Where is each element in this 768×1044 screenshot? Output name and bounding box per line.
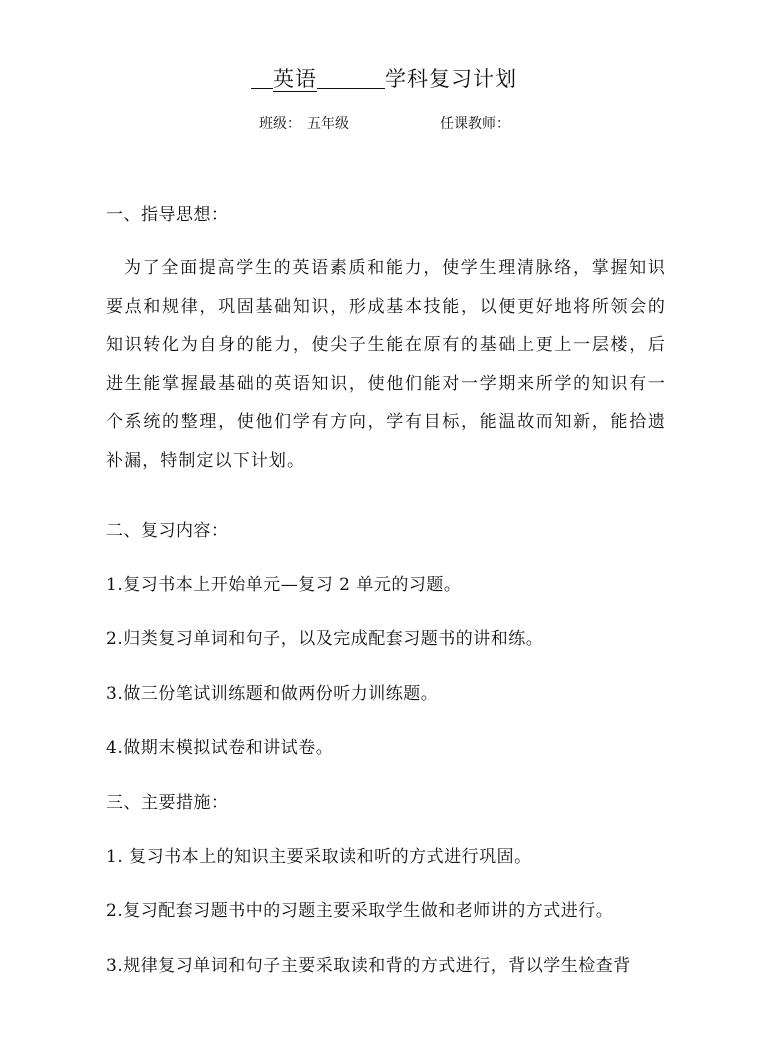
measures-item-2: 2.复习配套习题书中的习题主要采取学生做和老师讲的方式进行。 (106, 901, 614, 921)
document-title (0, 64, 768, 94)
content-item-2: 2.归类复习单词和句子，以及完成配套习题书的讲和练。 (106, 629, 544, 649)
content-item-4: 4.做期末模拟试卷和讲试卷。 (106, 738, 334, 758)
class-value: 五年级 (307, 116, 349, 132)
title-blank-left (251, 64, 273, 89)
class-label: 班级： (259, 116, 301, 132)
content-item-1: 1.复习书本上开始单元—复习 2 单元的习题。 (106, 575, 462, 595)
title-blank-right (317, 64, 385, 89)
teacher-label: 任课教师： (440, 116, 510, 132)
title-subject: 英语 (273, 67, 317, 91)
section-heading-measures: 三、主要措施： (106, 793, 229, 813)
guiding-paragraph: 为了全面提高学生的英语素质和能力，使学生理清脉络，掌握知识要点和规律，巩固基础知识，形成基本技能，以便更好地将所领会的知识转化为自身的能力，使尖子生能在原有的基础上更上一层楼，后进生能掌握最基础的英语知识，使他们能对一学期来所学的知识有一个系统的整理，使他们学有方向，学有目标，能温故而知新，能拾遗补漏，特制定以下计划。 (106, 258, 666, 471)
measures-item-3: 3.规律复习单词和句子主要采取读和背的方式进行，背以学生检查背 (106, 956, 631, 976)
measures-item-1: 1. 复习书本上的知识主要采取读和听的方式进行巩固。 (106, 847, 532, 867)
section-heading-content: 二、复习内容： (106, 521, 229, 541)
content-item-3: 3.做三份笔试训练题和做两份听力训练题。 (106, 684, 439, 704)
title-suffix: 学科复习计划 (385, 67, 517, 91)
section-heading-guiding: 一、指导思想： (106, 205, 229, 225)
